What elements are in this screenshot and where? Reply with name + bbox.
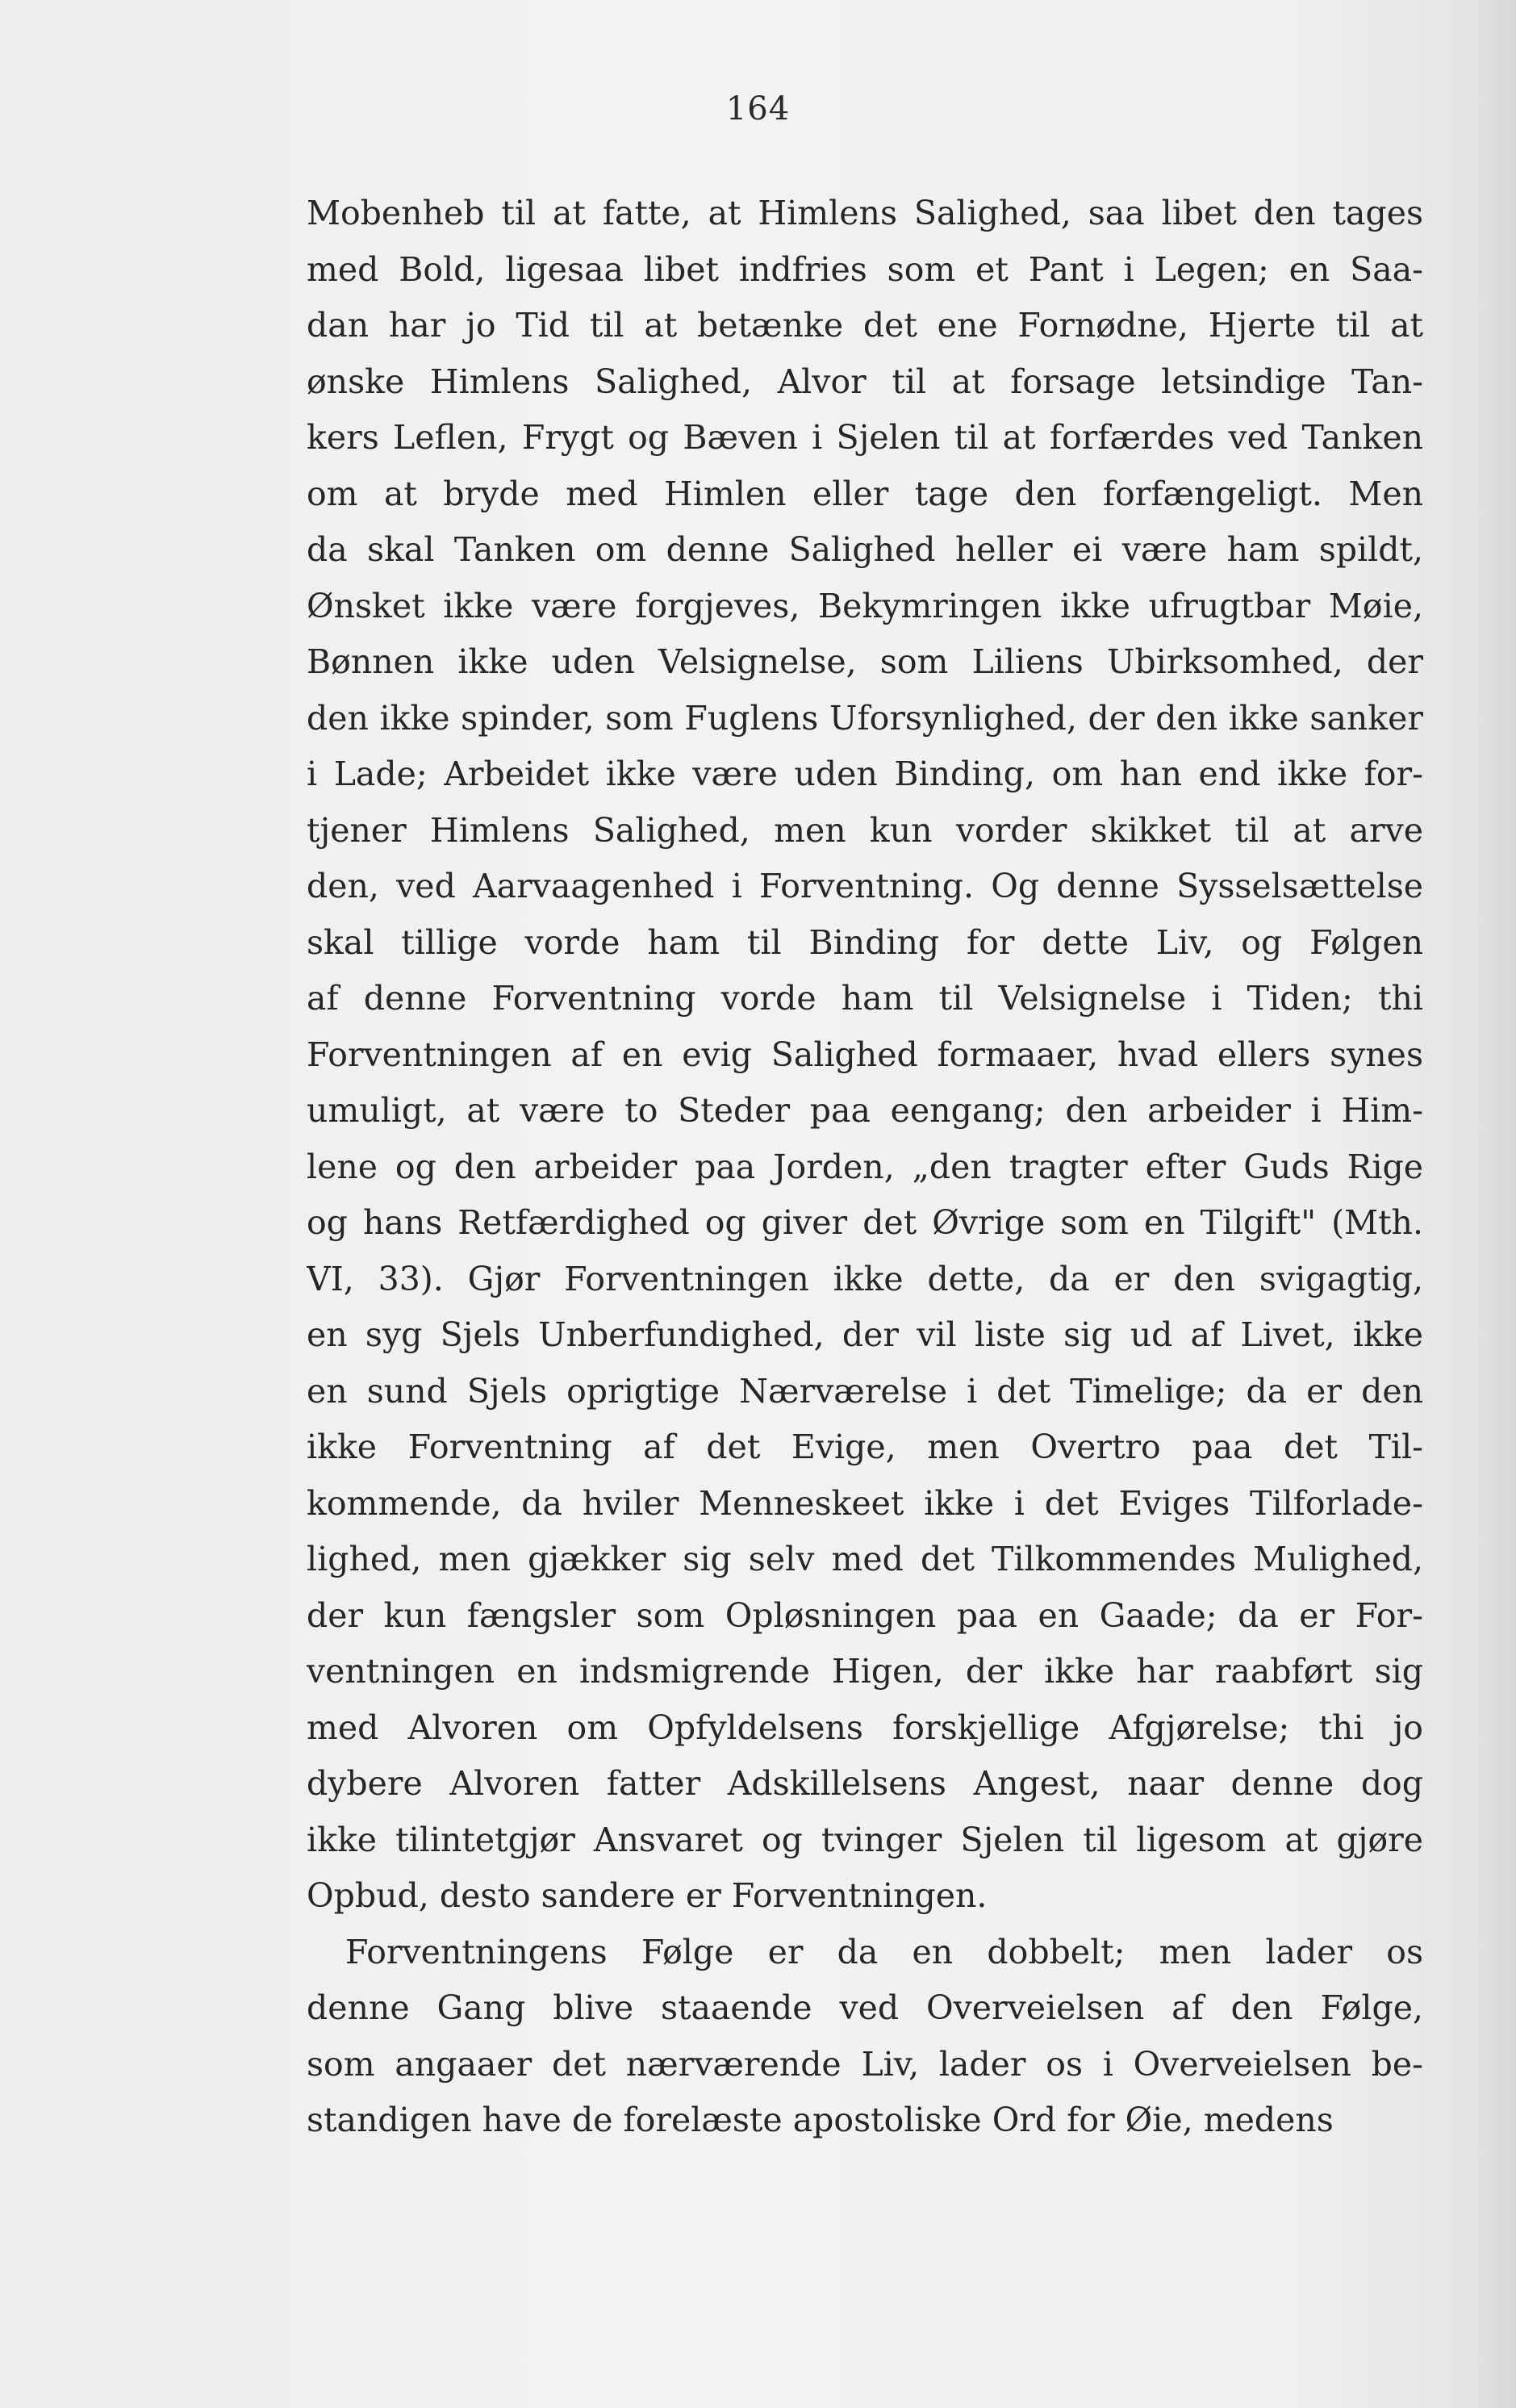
text-line: denne Gang blive staaende ved Overveielsen af den Følge, [307, 1988, 1423, 2027]
text-line: skal tillige vorde ham til Binding for dette Liv, og Følgen [307, 922, 1423, 962]
text-line: den ikke spinder, som Fuglens Uforsynlighed, der den ikke sanker [307, 698, 1423, 738]
text-line: lene og den arbeider paa Jorden, „den tragter efter Guds Rige [307, 1147, 1423, 1186]
text-line: og hans Retfærdighed og giver det Øvrige som en Tilgift" (Mth. [307, 1203, 1423, 1242]
text-line: en sund Sjels oprigtige Nærværelse i det Timelige; da er den [307, 1371, 1423, 1411]
text-line: dan har jo Tid til at betænke det ene Fornødne, Hjerte til at [307, 306, 1423, 345]
text-line: lighed, men gjækker sig selv med det Tilkommendes Mulighed, [307, 1540, 1423, 1578]
text-line: ikke Forventning af det Evige, men Overtro paa det Til- [307, 1428, 1423, 1466]
text-line: om at bryde med Himlen eller tage den forfængeligt. Men [307, 474, 1423, 513]
text-line: med Alvoren om Opfyldelsens forskjellige Afgjørelse; thi jo [307, 1708, 1423, 1747]
text-line: Forventningen af en evig Salighed formaaer, hvad ellers synes [307, 1035, 1423, 1074]
text-line: umuligt, at være to Steder paa eengang; den arbeider i Him- [307, 1091, 1423, 1130]
text-line: Ønsket ikke være forgjeves, Bekymringen ikke ufrugtbar Møie, [307, 586, 1423, 625]
text-line: den, ved Aarvaagenhed i Forventning. Og denne Sysselsættelse [307, 867, 1423, 905]
text-line: kers Leflen, Frygt og Bæven i Sjelen til at forfærdes ved Tanken [307, 418, 1423, 457]
text-line: tjener Himlens Salighed, men kun vorder skikket til at arve [307, 810, 1423, 850]
text-line: ønske Himlens Salighed, Alvor til at forsage letsindige Tan- [307, 362, 1423, 401]
text-line: en syg Sjels Unberfundighed, der vil liste sig ud af Livet, ikke [307, 1315, 1423, 1354]
text-line: som angaaer det nærværende Liv, lader os i Overveielsen be- [307, 2044, 1423, 2084]
text-line: Forventningens Følge er da en dobbelt; men lader os [345, 1932, 1423, 1971]
page-number: 164 [725, 90, 791, 128]
text-line: VI, 33). Gjør Forventningen ikke dette, da er den svigagtig, [307, 1259, 1423, 1298]
text-line: Bønnen ikke uden Velsignelse, som Liliens Ubirksomhed, der [307, 642, 1423, 681]
text-line: Mobenheb til at fatte, at Himlens Salighed, saa libet den tages [307, 194, 1423, 232]
text-line: ventningen en indsmigrende Higen, der ikke har raabført sig [307, 1652, 1423, 1691]
text-line: Opbud, desto sandere er Forventningen. [307, 1876, 988, 1915]
text-line: der kun fængsler som Opløsningen paa en Gaade; da er For- [307, 1595, 1423, 1635]
text-line: kommende, da hviler Menneskeet ikke i det Eviges Tilforlade- [307, 1483, 1423, 1523]
body-text [307, 186, 1423, 2149]
text-line: da skal Tanken om denne Salighed heller ei være ham spildt, [307, 530, 1423, 569]
text-line: af denne Forventning vorde ham til Velsignelse i Tiden; thi [307, 979, 1423, 1018]
text-line: ikke tilintetgjør Ansvaret og tvinger Sjelen til ligesom at gjøre [307, 1820, 1423, 1859]
text-line: dybere Alvoren fatter Adskillelsens Angest, naar denne dog [307, 1764, 1423, 1803]
text-line: med Bold, ligesaa libet indfries som et Pant i Legen; en Saa- [307, 249, 1423, 289]
text-line: i Lade; Arbeidet ikke være uden Binding, om han end ikke for- [307, 755, 1423, 793]
text-line: standigen have de forelæste apostoliske Ord for Øie, medens [307, 2101, 1334, 2139]
